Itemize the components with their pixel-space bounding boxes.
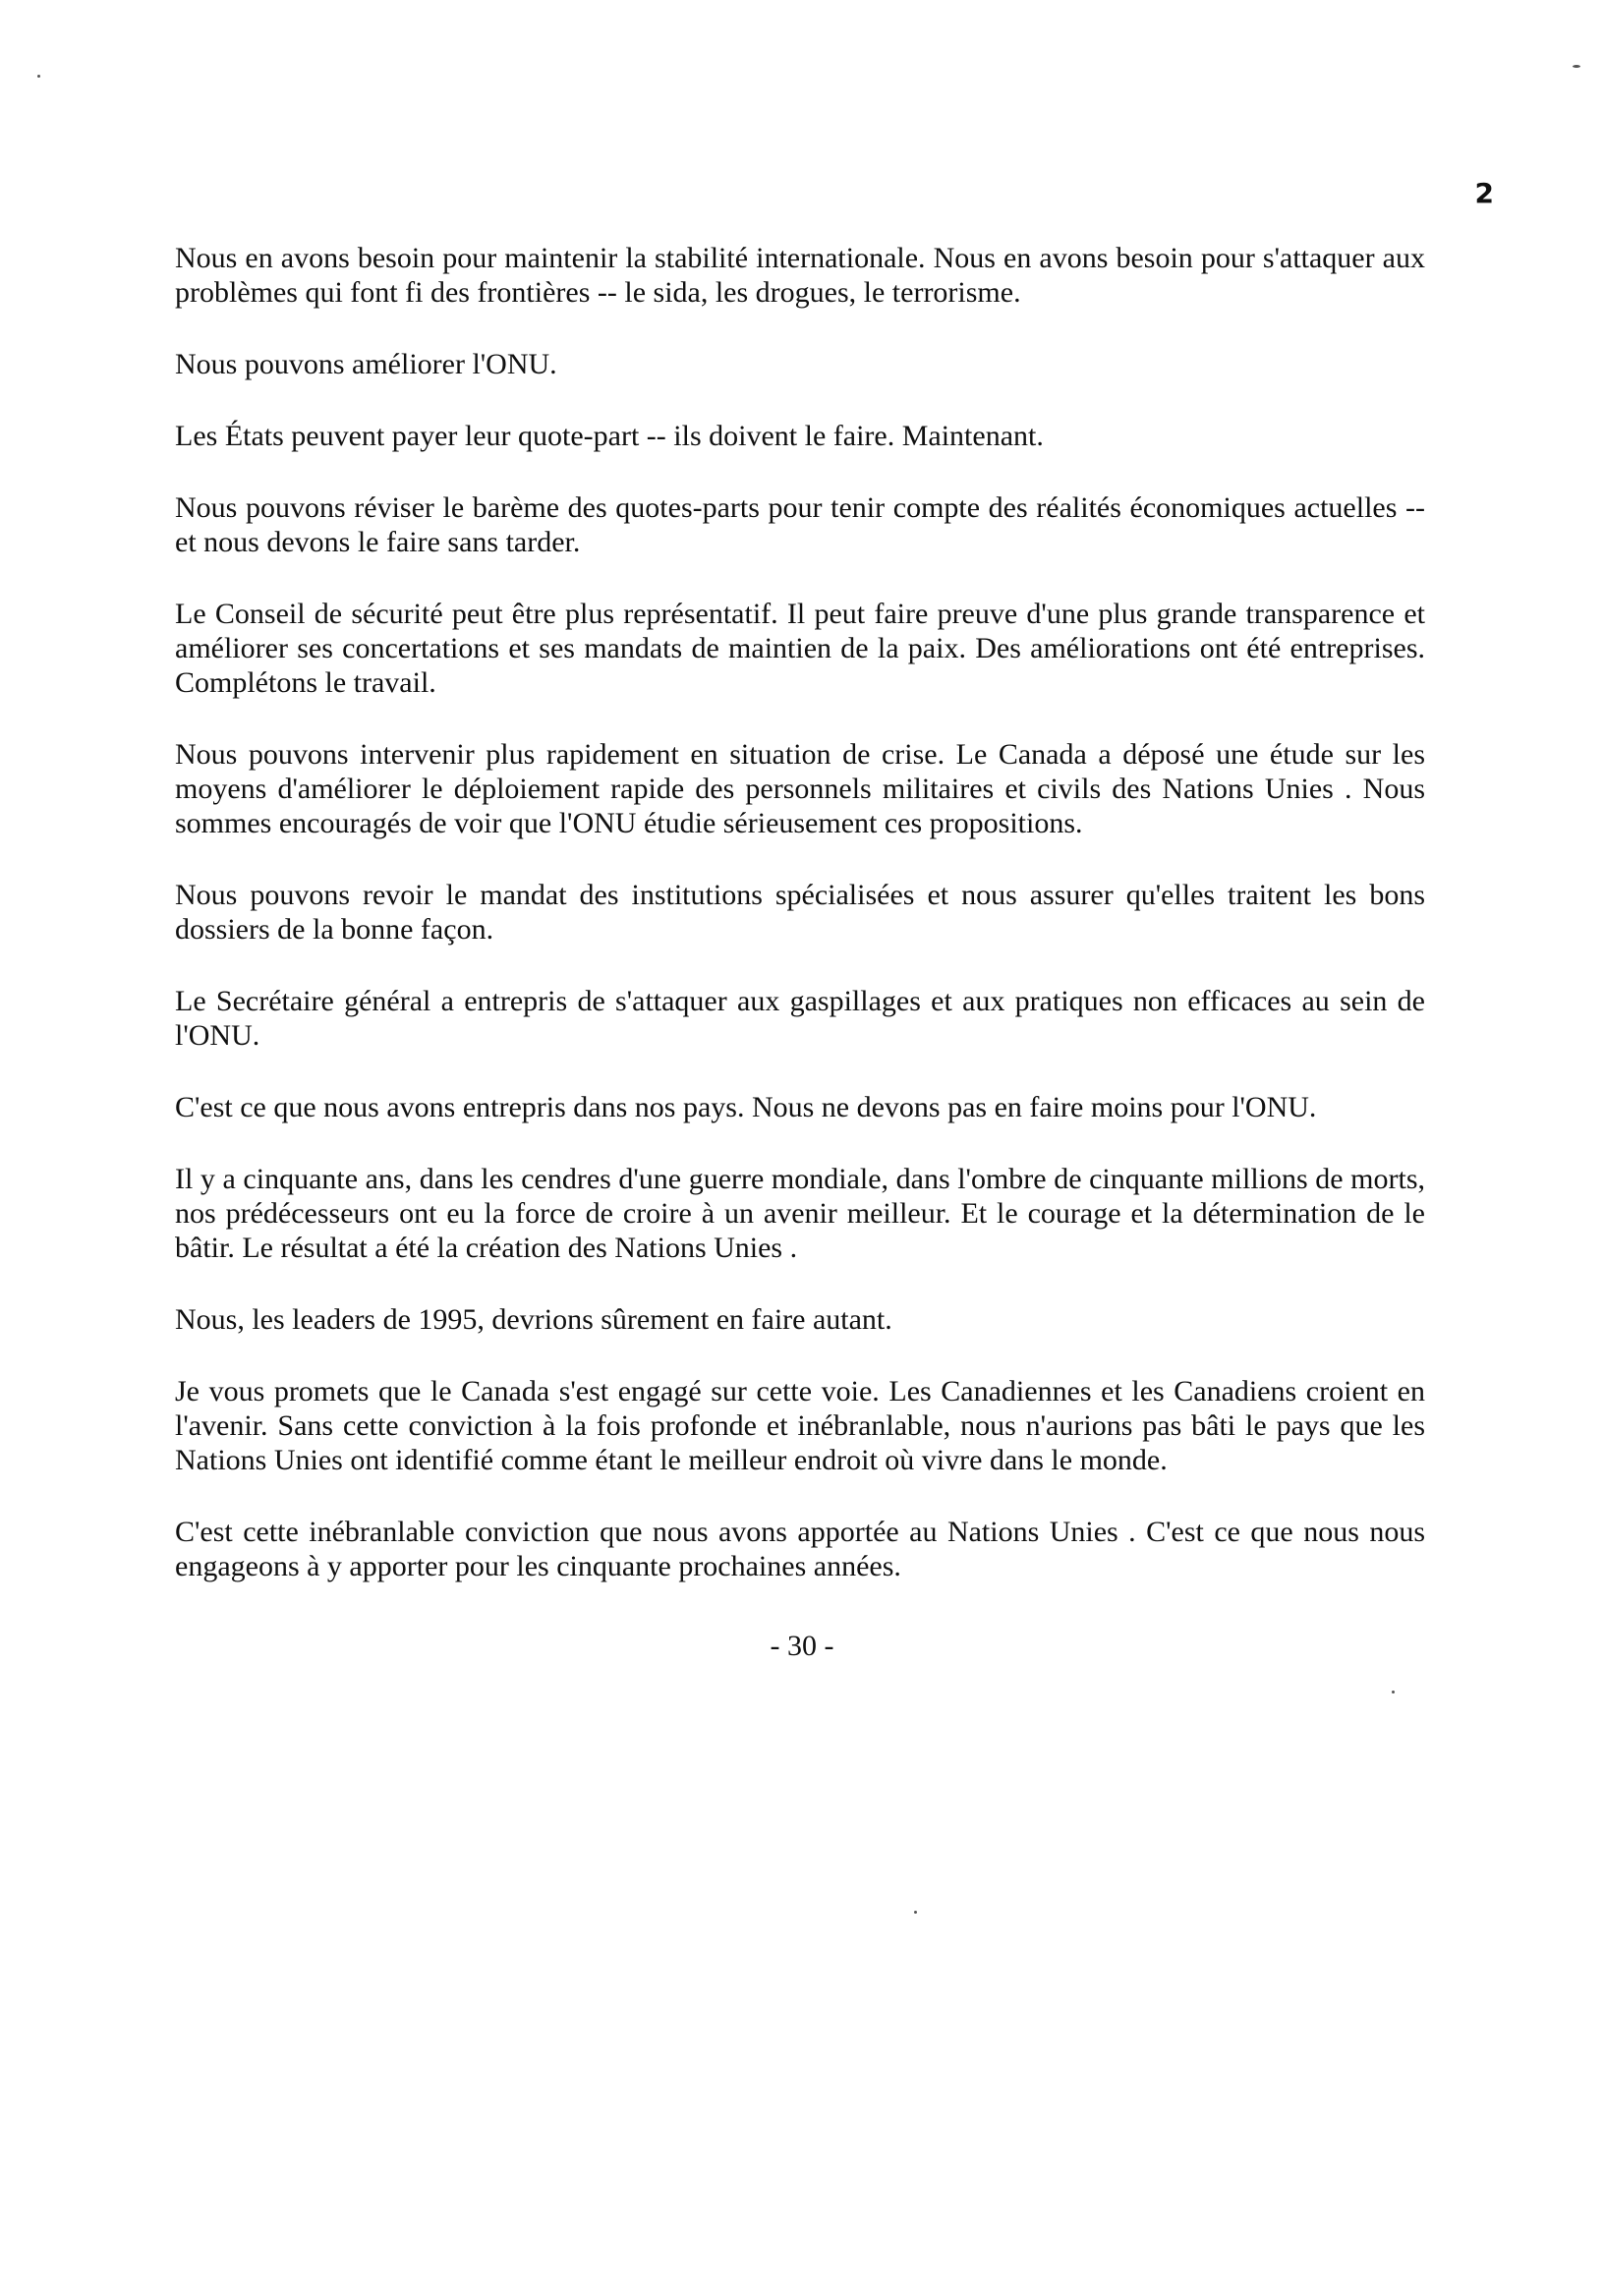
paragraph: Nous en avons besoin pour maintenir la stabilité internationale. Nous en avons besoin pour s'attaquer aux problèmes qui font fi des frontières -- le sida, les drogues, le terrorisme. (175, 242, 1425, 309)
paragraph: Le Secrétaire général a entrepris de s'attaquer aux gaspillages et aux pratiques non efficaces au sein de l'ONU. (175, 985, 1425, 1052)
paragraph: Le Conseil de sécurité peut être plus représentatif. Il peut faire preuve d'une plus grande transparence et améliorer ses concertations et ses mandats de maintien de la paix. Des améliorations ont été entreprises. Complétons le travail. (175, 598, 1425, 699)
document-body (175, 241, 1425, 1621)
scan-speck (1573, 65, 1580, 68)
paragraph: Nous pouvons revoir le mandat des institutions spécialisées et nous assurer qu'elles traitent les bons dossiers de la bonne façon. (175, 879, 1425, 946)
scan-speck (37, 75, 40, 78)
paragraph: Nous pouvons intervenir plus rapidement en situation de crise. Le Canada a déposé une étude sur les moyens d'améliorer le déploiement rapide des personnels militaires et civils des Nations Unies . Nous sommes encouragés de voir que l'ONU étudie sérieusement ces propositions. (175, 738, 1425, 839)
scan-speck (1392, 1691, 1395, 1693)
paragraph: Nous pouvons améliorer l'ONU. (175, 348, 557, 380)
paragraph: C'est cette inébranlable conviction que nous avons apportée au Nations Unies . C'est ce que nous nous engageons à y apporter pour les cinquante prochaines années. (175, 1516, 1425, 1582)
page-number-top: 2 (1474, 177, 1494, 209)
paragraph: Il y a cinquante ans, dans les cendres d'une guerre mondiale, dans l'ombre de cinquante millions de morts, nos prédécesseurs ont eu la force de croire à un avenir meilleur. Et le courage et la détermination de le bâtir. Le résultat a été la création des Nations Unies . (175, 1163, 1425, 1264)
page-footer-number: - 30 - (770, 1630, 834, 1662)
paragraph: Je vous promets que le Canada s'est engagé sur cette voie. Les Canadiennes et les Canadiens croient en l'avenir. Sans cette conviction à la fois profonde et inébranlable, nous n'aurions pas bâti le pays que les Nations Unies ont identifié comme étant le meilleur endroit où vivre dans le monde. (175, 1375, 1425, 1476)
paragraph: Les États peuvent payer leur quote-part -- ils doivent le faire. Maintenant. (175, 420, 1044, 452)
paragraph: Nous pouvons réviser le barème des quotes-parts pour tenir compte des réalités économiques actuelles -- et nous devons le faire sans tarder. (175, 491, 1425, 558)
paragraph: C'est ce que nous avons entrepris dans nos pays. Nous ne devons pas en faire moins pour l'ONU. (175, 1091, 1317, 1123)
paragraph: Nous, les leaders de 1995, devrions sûrement en faire autant. (175, 1303, 892, 1336)
scan-speck (914, 1911, 917, 1914)
